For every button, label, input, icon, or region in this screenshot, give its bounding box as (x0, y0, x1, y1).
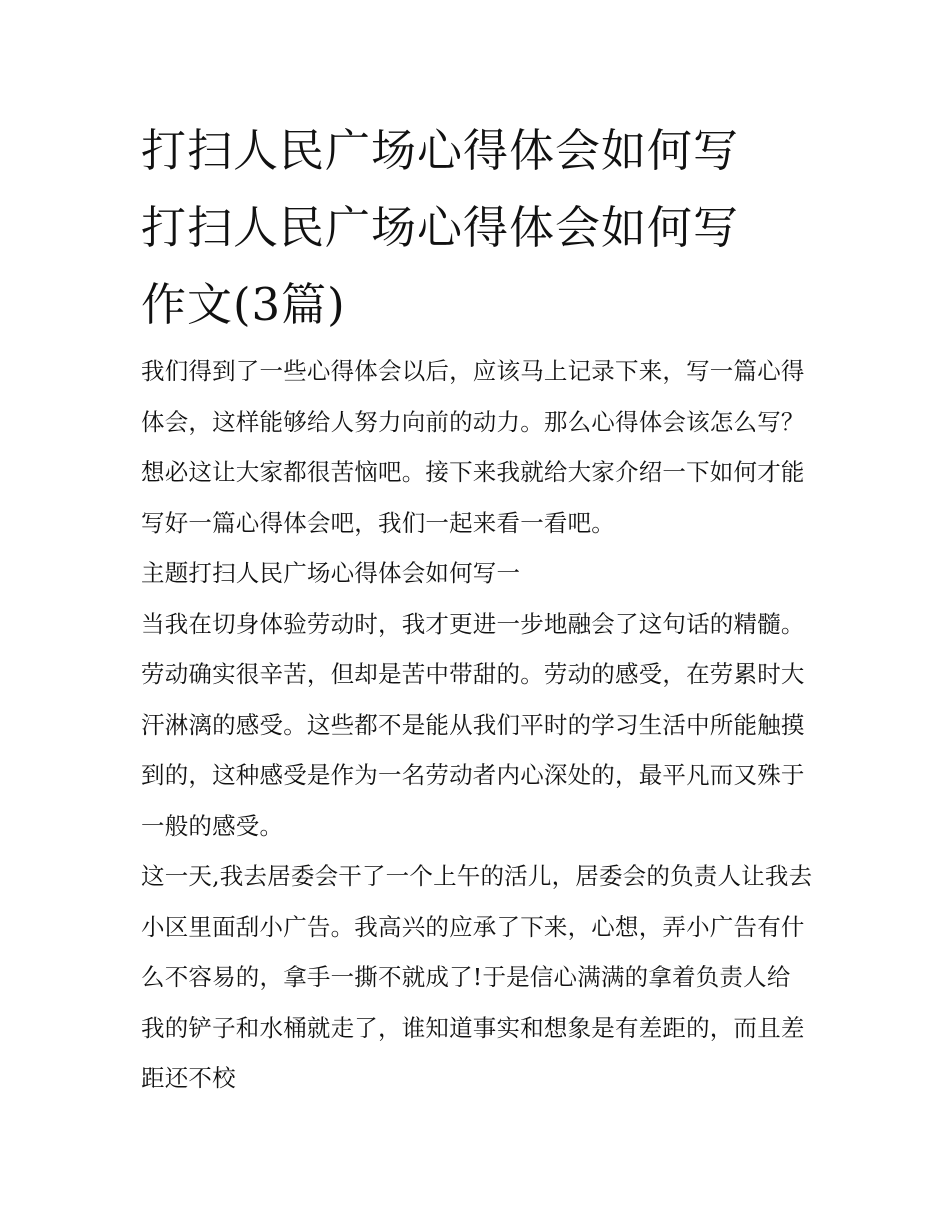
document-body (141, 346, 813, 1104)
intro-paragraph: 我们得到了一些心得体会以后，应该马上记录下来，写一篇心得体会，这样能够给人努力向前的动力。那么心得体会该怎么写？想必这让大家都很苦恼吧。接下来我就给大家介绍一下如何才能写好一篇心得体会吧，我们一起来看一看吧。 (141, 357, 805, 537)
document-page (141, 112, 813, 1104)
body-paragraph-1: 当我在切身体验劳动时，我才更进一步地融会了这句话的精髓。劳动确实很辛苦，但却是苦中带甜的。劳动的感受，在劳累时大汗淋漓的感受。这些都不是能从我们平时的学习生活中所能触摸到的，这种感受是作为一名劳动者内心深处的，最平凡而又殊于一般的感受。 (141, 609, 805, 840)
title-line-3: 作文(3篇) (141, 278, 346, 331)
section-heading: 主题打扫人民广场心得体会如何写一 (141, 559, 521, 587)
title-line-2: 打扫人民广场心得体会如何写 (141, 201, 740, 254)
document-title (141, 112, 813, 343)
body-paragraph-2: 这一天,我去居委会干了一个上午的活儿，居委会的负责人让我去小区里面刮小广告。我高兴的应承了下来，心想，弄小广告有什么不容易的，拿手一撕不就成了!于是信心满满的拿着负责人给我的铲子和水桶就走了，谁知道事实和想象是有差距的，而且差距还不校 (141, 862, 813, 1092)
title-line-1: 打扫人民广场心得体会如何写 (141, 124, 740, 177)
